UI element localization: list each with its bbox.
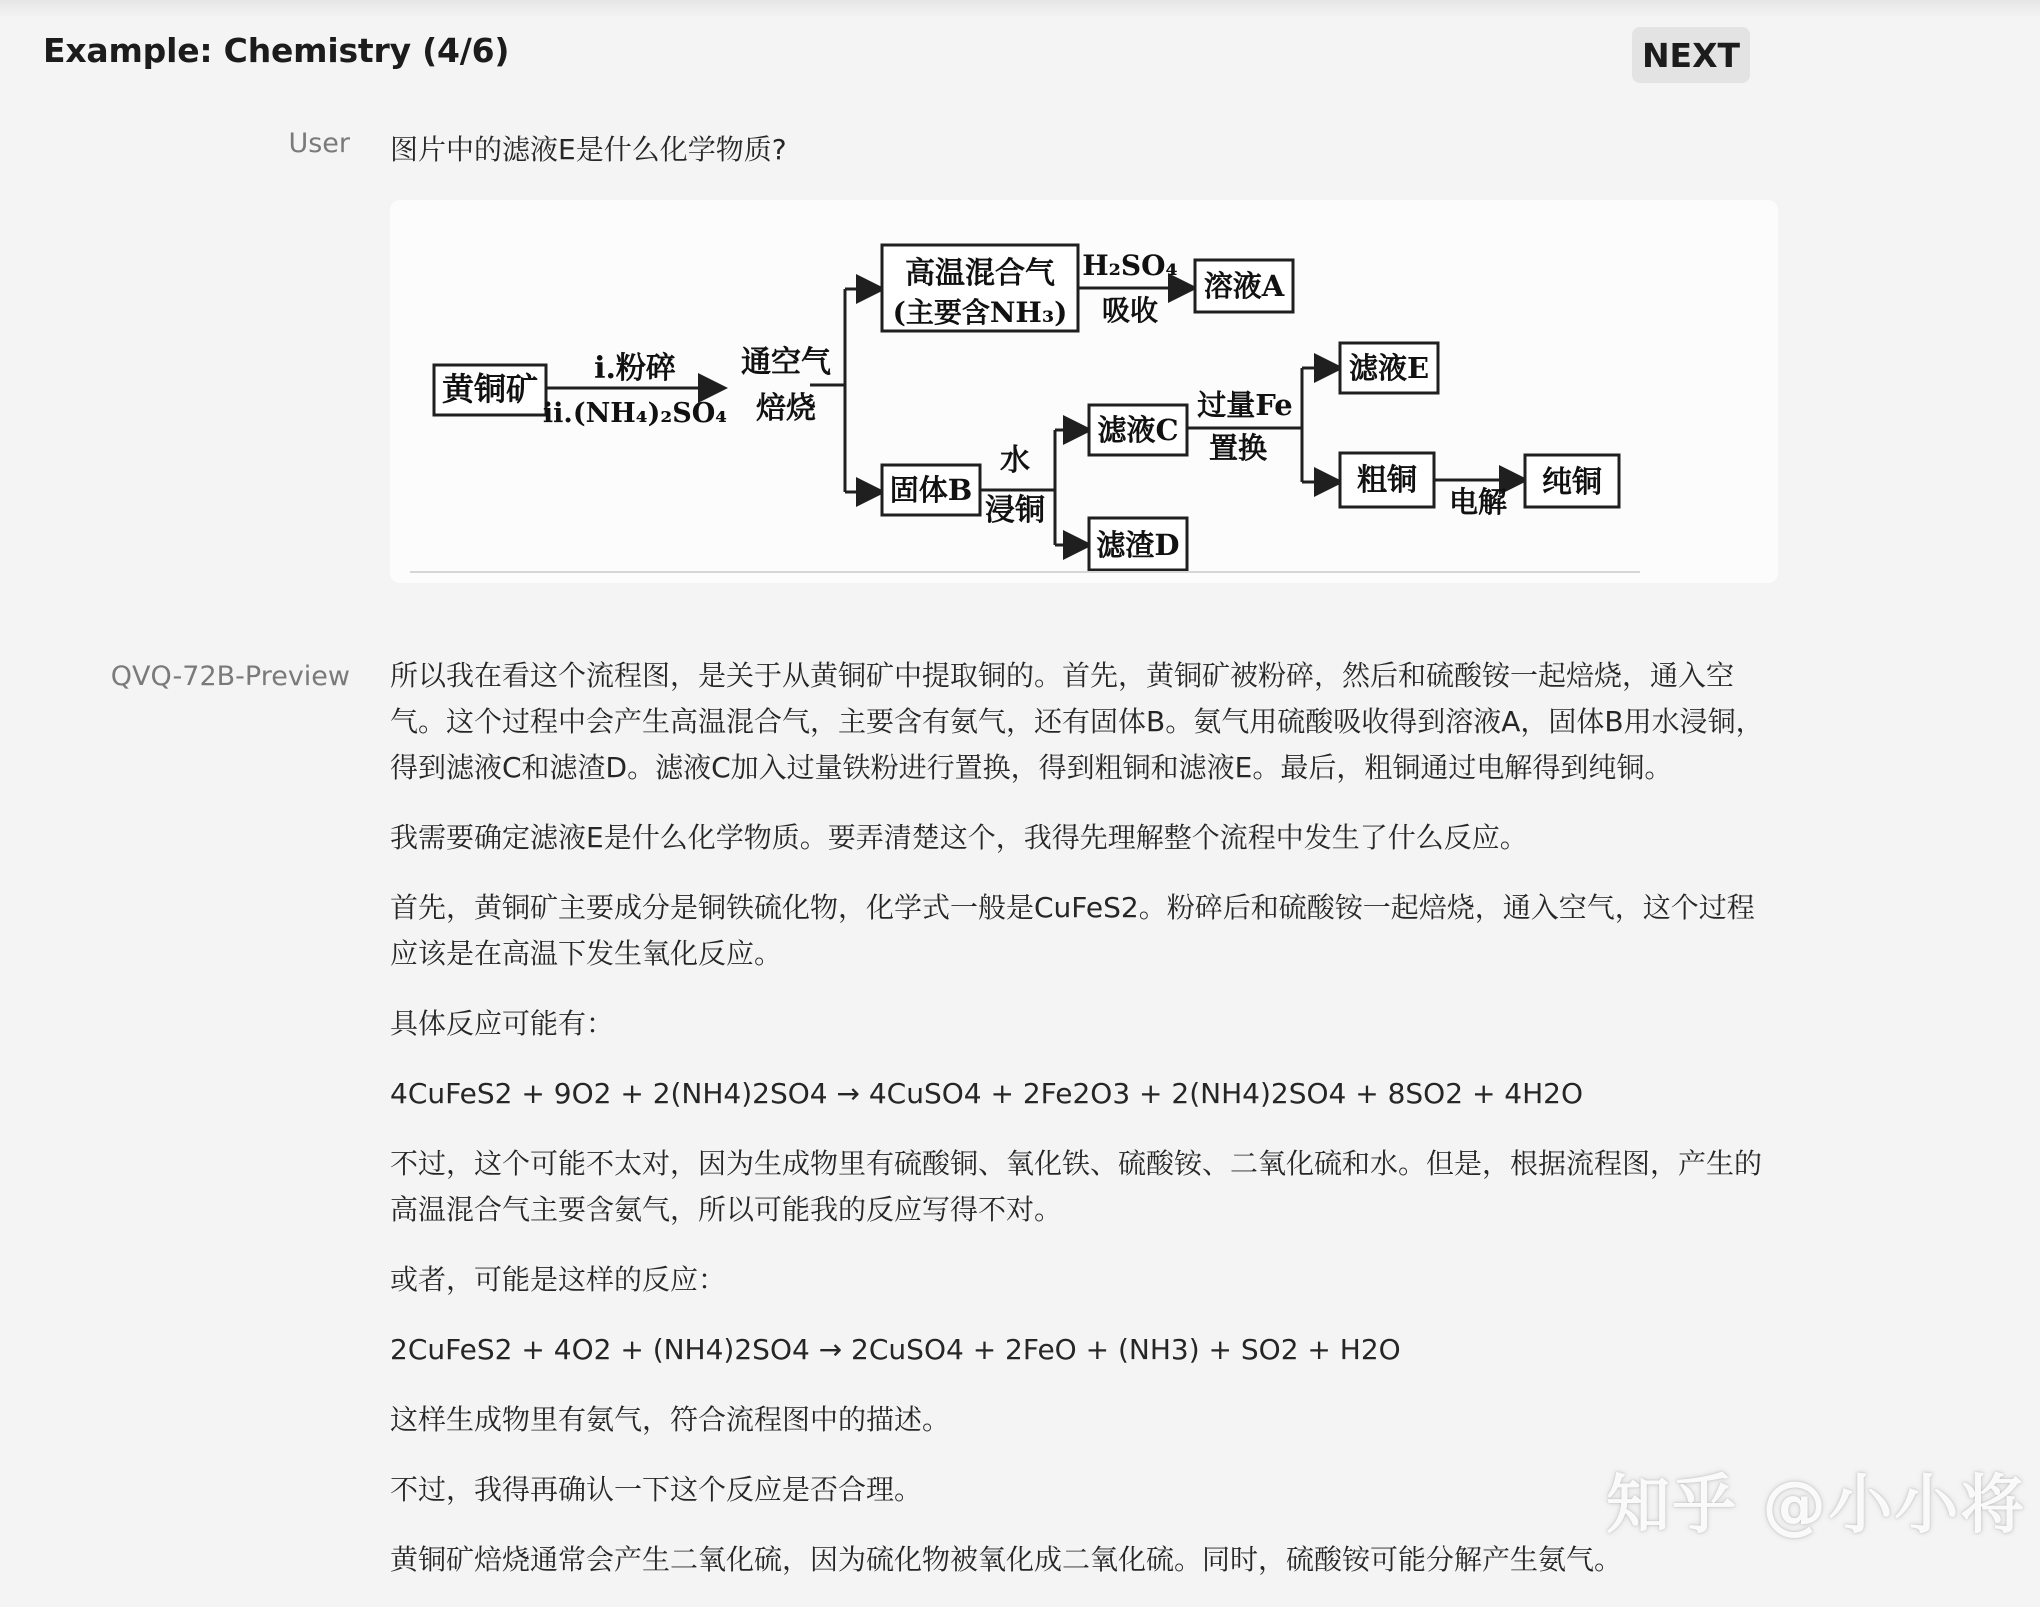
label-crude-cu: 粗铜 — [1357, 463, 1417, 498]
label-step1-a: i.粉碎 — [594, 351, 676, 386]
response-equation: 4CuFeS2 + 9O2 + 2(NH4)2SO4 → 4CuSO4 + 2Fe2O3 + 2(NH4)2SO4 + 8SO2 + 4H2O — [390, 1077, 1584, 1110]
label-roast-a: 通空气 — [741, 345, 831, 380]
label-absorb-b: 吸收 — [1101, 294, 1159, 327]
label-electrolysis: 电解 — [1448, 485, 1508, 519]
flowchart-image — [390, 200, 1778, 583]
response-paragraph: 或者，可能是这样的反应： — [390, 1263, 727, 1296]
response-paragraph: 首先，黄铜矿主要成分是铜铁硫化物，化学式一般是CuFeS2。粉碎后和硫酸铵一起焙烧，通入空气，这个过程应该是在高温下发生氧化反应。 — [390, 891, 1755, 970]
label-replace-a: 过量Fe — [1197, 388, 1293, 422]
label-chalcopyrite: 黄铜矿 — [441, 370, 539, 408]
response-paragraph: 黄铜矿焙烧通常会产生二氧化硫，因为硫化物被氧化成二氧化硫。同时，硫酸铵可能分解产生氨气。 — [390, 1543, 1623, 1576]
user-message: 图片中的滤液E是什么化学物质? — [390, 133, 787, 166]
response-paragraph: 所以我在看这个流程图，是关于从黄铜矿中提取铜的。首先，黄铜矿被粉碎，然后和硫酸铵一起焙烧，通入空气。这个过程中会产生高温混合气，主要含有氨气，还有固体B。氨气用硫酸吸收得到溶液A，固体B用水浸铜，得到滤液C和滤渣D。滤液C加入过量铁粉进行置换，得到粗铜和滤液E。最后，粗铜通过电解得到纯铜。 — [390, 659, 1764, 784]
response-paragraph: 具体反应可能有： — [390, 1007, 615, 1040]
label-step1-b: ii.(NH₄)₂SO₄ — [542, 398, 728, 429]
response-paragraph: 我需要确定滤液E是什么化学物质。要弄清楚这个，我得先理解整个流程中发生了什么反应。 — [390, 821, 1528, 854]
example-title: Example: Chemistry (4/6) — [43, 31, 510, 70]
label-filtrate-e: 滤液E — [1348, 351, 1430, 385]
label-filtrate-c: 滤液C — [1097, 413, 1179, 447]
zhihu-watermark: 知乎 @小小将 — [1606, 1469, 2027, 1543]
label-gas-b: (主要含NH₃) — [892, 296, 1068, 329]
label-pure-cu: 纯铜 — [1542, 465, 1602, 500]
label-absorb-a: H₂SO₄ — [1082, 249, 1178, 282]
assistant-speaker-label: QVQ-72B-Preview — [110, 661, 350, 692]
label-roast-b: 焙烧 — [756, 391, 816, 426]
assistant-response — [390, 653, 1780, 1607]
label-replace-b: 置换 — [1208, 431, 1268, 465]
response-paragraph: 这样生成物里有氨气，符合流程图中的描述。 — [390, 1403, 951, 1436]
top-shadow-bar — [0, 0, 2040, 18]
response-equation: 2CuFeS2 + 4O2 + (NH4)2SO4 → 2CuSO4 + 2FeO + (NH3) + SO2 + H2O — [390, 1333, 1401, 1366]
response-paragraph: 不过，我得再确认一下这个反应是否合理。 — [390, 1473, 923, 1506]
label-leach-b: 浸铜 — [985, 493, 1045, 528]
response-paragraph: 不过，这个可能不太对，因为生成物里有硫酸铜、氧化铁、硫酸铵、二氧化硫和水。但是，根据流程图，产生的高温混合气主要含氨气，所以可能我的反应写得不对。 — [390, 1147, 1763, 1226]
user-speaker-label: User — [288, 128, 350, 159]
label-solution-a: 溶液A — [1203, 269, 1285, 303]
label-leach-a: 水 — [1000, 443, 1030, 478]
next-button[interactable]: NEXT — [1632, 27, 1750, 83]
label-residue-d: 滤渣D — [1096, 528, 1180, 562]
label-solid-b: 固体B — [889, 473, 973, 507]
label-gas-a: 高温混合气 — [905, 256, 1055, 291]
